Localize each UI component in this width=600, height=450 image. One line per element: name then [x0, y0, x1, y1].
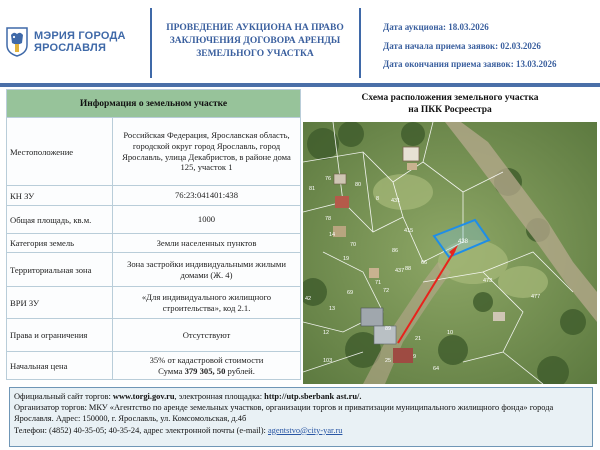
header — [0, 0, 600, 82]
official-site-link[interactable]: www.torgi.gov.ru — [112, 392, 175, 401]
map-parcel-label: 88 — [405, 266, 412, 272]
scheme-title-line-2: на ПКК Росреестра — [408, 105, 492, 115]
map-parcel-label: 415 — [404, 228, 414, 234]
map-parcel-label: 64 — [433, 366, 440, 372]
map-parcel-label: 14 — [329, 232, 336, 238]
cadastral-number-label: КН ЗУ — [7, 186, 113, 206]
map-parcel-label: 477 — [531, 294, 541, 300]
starting-price-value — [113, 352, 301, 380]
permitted-use-value: «Для индивидуального жилищного строительства», код 2.1. — [113, 287, 301, 319]
parcel-number-label: 438 — [458, 239, 469, 245]
map-parcel-label: 76 — [325, 176, 332, 182]
map-parcel-label: 25 — [385, 358, 392, 364]
map-parcel-label: 81 — [309, 186, 316, 192]
cadastral-map — [303, 122, 597, 384]
auction-title-line-1: ПРОВЕДЕНИЕ АУКЦИОНА НА ПРАВО — [166, 23, 344, 33]
permitted-use-label: ВРИ ЗУ — [7, 287, 113, 319]
parcel-info-heading: Информация о земельном участке — [7, 90, 301, 118]
map-parcel-label: 89 — [385, 326, 392, 332]
starting-price-label: Начальная цена — [7, 352, 113, 380]
map-parcel-label: 437 — [395, 268, 405, 274]
map-parcel-label: 70 — [350, 242, 357, 248]
platform-label: , электронная площадка: — [174, 392, 265, 401]
price-suffix: рублей. — [225, 365, 255, 376]
official-site-label: Официальный сайт торгов: — [14, 392, 113, 401]
auction-title — [156, 22, 354, 61]
location-value: Российская Федерация, Ярославская область, городской округ город Ярославль, город Ярославль, улица Декабристов, в районе дома 125, участок 1 — [113, 118, 301, 186]
parcel-info-table — [6, 89, 301, 380]
map-parcel-label: 71 — [375, 280, 382, 286]
territorial-zone-value: Зона застройки индивидуальными жилыми домами (Ж. 4) — [113, 253, 301, 287]
map-parcel-label: 473 — [483, 278, 493, 284]
rights-restrictions-value: Отсутствуют — [113, 319, 301, 352]
scheme-title-line-1: Схема расположения земельного участка — [361, 93, 539, 103]
logo-line-2: ЯРОСЛАВЛЯ — [34, 42, 107, 54]
territorial-zone-label: Территориальная зона — [7, 253, 113, 287]
map-parcel-label: 431 — [391, 198, 401, 204]
auction-dates — [383, 22, 598, 78]
area-label: Общая площадь, кв.м. — [7, 206, 113, 234]
map-parcel-label: 19 — [343, 256, 350, 262]
organizer-text: Организатор торгов: МКУ «Агентство по аренде земельных участков, организации торгов и приватизации муниципального жилищного фонда» города Ярославля. Адрес: 150000, г. Ярославль, ул. Комсомольская, д.4б — [14, 403, 554, 424]
map-parcel-label: 9 — [413, 354, 417, 360]
map-parcel-label: 80 — [355, 182, 362, 188]
email-link[interactable]: agentstvo@city-yar.ru — [267, 425, 343, 435]
price-amount: 379 305, 50 — [184, 365, 226, 376]
satellite-map-image — [303, 122, 597, 384]
cadastral-number-value: 76:23:041401:438 — [113, 186, 301, 206]
map-parcel-label: 12 — [323, 330, 330, 336]
price-note: 35% от кадастровой стоимости — [149, 354, 264, 365]
rights-restrictions-label: Права и ограничения — [7, 319, 113, 352]
location-label: Местоположение — [7, 118, 113, 186]
header-divider — [150, 8, 152, 78]
map-parcel-label: 103 — [323, 358, 333, 364]
phone-text: Телефон: (4852) 40-35-05; 40-35-24, адрес электронной почты (e-mail): — [14, 425, 268, 435]
map-parcel-label: 69 — [347, 290, 354, 296]
price-prefix: Сумма — [158, 365, 185, 376]
footer-contacts — [14, 425, 588, 436]
auction-date: Дата аукциона: 18.03.2026 — [383, 22, 489, 32]
map-parcel-label: 66 — [421, 260, 428, 266]
header-band — [0, 83, 600, 87]
map-parcel-label: 86 — [392, 248, 399, 254]
land-category-value: Земли населенных пунктов — [113, 234, 301, 253]
map-parcel-label: 21 — [415, 336, 422, 342]
map-parcel-label: 13 — [329, 306, 336, 312]
logo-line-1: МЭРИЯ ГОРОДА — [34, 30, 126, 42]
footer-line-1 — [14, 391, 588, 402]
map-parcel-label: 8 — [376, 196, 380, 202]
map-parcel-label: 42 — [305, 296, 312, 302]
auction-title-line-2: ЗАКЛЮЧЕНИЯ ДОГОВОРА АРЕНДЫ — [169, 36, 341, 46]
application-end-date: Дата окончания приема заявок: 13.03.2026 — [383, 59, 557, 69]
scheme-title — [303, 92, 597, 116]
map-parcel-label: 10 — [447, 330, 454, 336]
auction-title-line-3: ЗЕМЕЛЬНОГО УЧАСТКА — [196, 49, 314, 59]
application-start-date: Дата начала приема заявок: 02.03.2026 — [383, 40, 541, 51]
price-sum — [116, 366, 297, 377]
map-parcel-label: 72 — [383, 288, 390, 294]
platform-link[interactable]: http://utp.sberbank ast.ru/. — [264, 392, 362, 401]
coat-of-arms-icon — [6, 27, 28, 57]
header-divider — [359, 8, 361, 78]
area-value: 1000 — [113, 206, 301, 234]
logo — [6, 12, 146, 72]
land-category-label: Категория земель — [7, 234, 113, 253]
map-parcel-label: 78 — [325, 216, 332, 222]
contact-footer — [9, 387, 593, 447]
